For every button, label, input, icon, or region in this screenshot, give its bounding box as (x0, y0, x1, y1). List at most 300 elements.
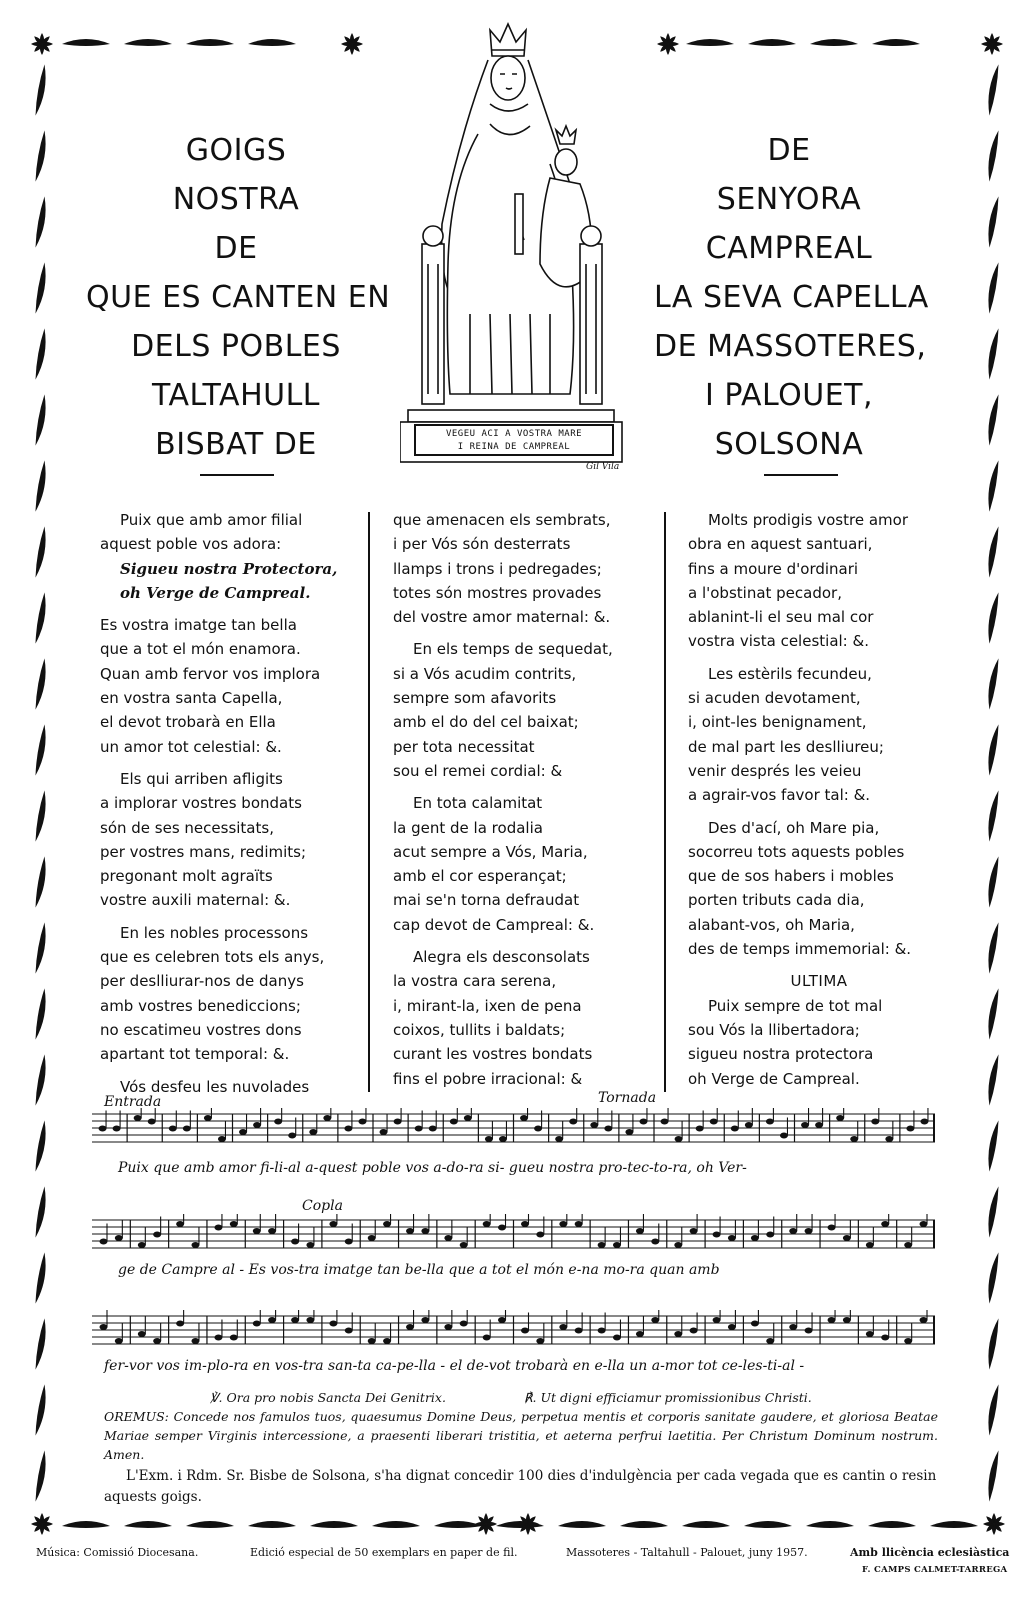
verse-line: sou Vós la llibertadora; (688, 1020, 860, 1039)
note-head (613, 1242, 621, 1248)
refrain (100, 557, 362, 606)
note-head (460, 1321, 468, 1327)
note-head (881, 1221, 889, 1227)
title-line: DE (214, 231, 258, 266)
column-divider (664, 512, 666, 1092)
verse-line: amb el cor esperançat; (393, 867, 567, 886)
border-leaf (985, 658, 1000, 710)
note-head (134, 1115, 142, 1121)
note-head (274, 1119, 282, 1125)
verse-line: sou el remei cordial: & (393, 761, 563, 780)
image-caption (414, 424, 614, 456)
lyrics-line-3: fer-vor vos im-plo-ra en vos-tra san-ta ca-pe-lla - el de-vot trobarà en e-lla un a-mor tot ce-les-ti-al - (104, 1358, 805, 1374)
verse-line: que de sos habers i mobles (688, 867, 894, 886)
verse-line: Puix sempre de tot mal (708, 996, 883, 1015)
note-head (674, 1242, 682, 1248)
border-leaf (34, 196, 49, 248)
verse-line: obra en aquest santuari, (688, 535, 873, 554)
music-staff-2 (92, 1214, 935, 1254)
border-leaf (985, 724, 1000, 776)
note-head (920, 1317, 928, 1323)
verse-line: socorreu tots aquests pobles (688, 842, 905, 861)
note-head (214, 1335, 222, 1341)
note-head (598, 1328, 606, 1334)
note-head (306, 1317, 314, 1323)
note-head (766, 1232, 774, 1238)
border-leaf (985, 394, 1000, 446)
note-head (460, 1242, 468, 1248)
stanza (393, 637, 655, 783)
note-head (651, 1239, 659, 1245)
note-head (253, 1122, 261, 1128)
verse-line: i, oint-les benignament, (688, 713, 867, 732)
verse-line: la vostra cara serena, (393, 972, 557, 991)
border-leaf (34, 724, 49, 776)
verse-line: un amor tot celestial: &. (100, 737, 282, 756)
note-head (843, 1317, 851, 1323)
note-head (674, 1331, 682, 1337)
verse-line: oh Verge de Campreal. (688, 1069, 860, 1088)
oremus-label: OREMUS: (104, 1409, 169, 1424)
note-head (406, 1324, 414, 1330)
border-leaf (985, 1120, 1000, 1172)
border-leaf (686, 39, 734, 46)
verse-line: vostra vista celestial: &. (688, 632, 869, 651)
note-head (291, 1317, 299, 1323)
verse-line: de mal part les deslliureu; (688, 737, 884, 756)
note-head (464, 1115, 472, 1121)
border-leaf (985, 130, 1000, 182)
border-leaf (985, 1450, 1000, 1502)
note-head (329, 1221, 337, 1227)
note-head (613, 1335, 621, 1341)
border-leaf (34, 592, 49, 644)
border-leaf (985, 64, 1000, 116)
note-head (358, 1119, 366, 1125)
verse-line: a agrair-vos favor tal: &. (688, 786, 871, 805)
border-leaf (868, 1521, 916, 1528)
score-label-copla: Copla (302, 1198, 343, 1214)
title-line: DE MASSOTERES, (654, 329, 927, 364)
verse-line: per deslliurar-nos de danys (100, 972, 304, 991)
border-leaf (985, 790, 1000, 842)
note-head (569, 1119, 577, 1125)
note-head (383, 1221, 391, 1227)
border-leaf (985, 196, 1000, 248)
note-head (368, 1235, 376, 1241)
title-line: SOLSONA (714, 427, 864, 462)
note-head (805, 1328, 813, 1334)
title-rule-left (200, 474, 274, 476)
response: ℟. Ut digni efficiamur promissionibus Christi. (523, 1390, 812, 1405)
note-head (268, 1317, 276, 1323)
note-head (309, 1129, 317, 1135)
verse-column-2 (393, 508, 655, 1099)
note-head (483, 1221, 491, 1227)
note-head (485, 1136, 493, 1142)
note-head (590, 1122, 598, 1128)
verse-line: que es celebren tots els anys, (100, 948, 325, 967)
note-head (828, 1317, 836, 1323)
note-head (138, 1331, 146, 1337)
indulgence-note: L'Exm. i Rdm. Sr. Bisbe de Solsona, s'ha dignat concedir 100 dies d'indulgència per cada vegada que es cantin o resin aquests goigs. (104, 1468, 937, 1505)
footer-edition: Edició especial de 50 exemplars en paper de fil. (250, 1546, 518, 1559)
border-leaf (985, 1318, 1000, 1370)
border-leaf (248, 1521, 296, 1528)
title-line: I PALOUET, (704, 378, 874, 413)
note-head (138, 1242, 146, 1248)
note-head (920, 1221, 928, 1227)
border-leaf (34, 658, 49, 710)
stanza (100, 613, 362, 759)
title-line: DELS POBLES (131, 329, 341, 364)
note-head (555, 1136, 563, 1142)
border-leaf (34, 1384, 49, 1436)
note-head (836, 1115, 844, 1121)
note-head (239, 1129, 247, 1135)
note-head (534, 1126, 542, 1132)
note-head (521, 1328, 529, 1334)
note-head (268, 1228, 276, 1234)
verse-line: Molts prodigis vostre amor (708, 511, 908, 529)
note-head (153, 1232, 161, 1238)
border-leaf (124, 39, 172, 46)
note-head (536, 1338, 544, 1344)
note-head (751, 1321, 759, 1327)
title-line: LA SEVA CAPELLA (654, 280, 929, 315)
verse-line: sempre som afavorits (393, 689, 557, 708)
note-head (218, 1136, 226, 1142)
note-head (559, 1221, 567, 1227)
verse-line: apartant tot temporal: &. (100, 1045, 290, 1064)
note-head (728, 1324, 736, 1330)
verse-line: aquest poble vos adora: (100, 535, 282, 554)
note-head (639, 1119, 647, 1125)
border-leaf (62, 1521, 110, 1528)
stanza (393, 791, 655, 937)
note-head (696, 1126, 704, 1132)
border-leaf (34, 64, 49, 116)
title-line: CAMPREAL (705, 231, 873, 266)
note-head (559, 1324, 567, 1330)
note-head (575, 1328, 583, 1334)
note-head (710, 1119, 718, 1125)
note-head (444, 1235, 452, 1241)
stanza (100, 508, 362, 557)
latin-prayer (104, 1388, 938, 1464)
note-head (429, 1126, 437, 1132)
title-right (654, 126, 929, 469)
note-head (344, 1126, 352, 1132)
music-staff-3 (92, 1310, 935, 1350)
verse-line: porten tributs cada dia, (688, 891, 865, 910)
note-head (904, 1242, 912, 1248)
ultima-heading: ULTIMA (790, 972, 848, 991)
border-leaf (34, 262, 49, 314)
note-head (345, 1328, 353, 1334)
note-head (498, 1225, 506, 1231)
note-head (253, 1321, 261, 1327)
note-head (885, 1136, 893, 1142)
verse-line: Les estèrils fecundeu, (708, 664, 872, 683)
verse-line: Puix que amb amor filial (120, 511, 303, 529)
title-line: SENYORA (716, 182, 862, 217)
note-head (169, 1126, 177, 1132)
note-head (871, 1119, 879, 1125)
border-leaf (34, 790, 49, 842)
verse-column-3 (688, 508, 950, 1099)
border-leaf (682, 1521, 730, 1528)
verse-line: llamps i trons i pedregades; (393, 559, 602, 578)
note-head (651, 1317, 659, 1323)
note-head (766, 1119, 774, 1125)
border-leaf (620, 1521, 668, 1528)
verse-line: Els qui arriben afligits (120, 769, 283, 788)
verse-line: i, mirant-la, ixen de pena (393, 996, 582, 1015)
oremus-text: Concede nos famulos tuos, quaesumus Domine Deus, perpetua mentis et corporis sanitate gaudere, et gloriosa Beatae Mariae semper Virginis intercessione, a praesenti liberari tristitia, et aeterna perfrui laetitia. Per Christum Dominum nostrum. Amen. (104, 1409, 938, 1462)
note-head (766, 1338, 774, 1344)
note-head (253, 1228, 261, 1234)
border-leaf (34, 1450, 49, 1502)
border-leaf (34, 1318, 49, 1370)
title-line: QUE ES CANTEN EN (86, 280, 391, 315)
title-line: BISBAT DE (155, 427, 317, 462)
border-leaf (985, 1384, 1000, 1436)
note-head (444, 1324, 452, 1330)
border-leaf (985, 328, 1000, 380)
stanza (688, 994, 950, 1091)
note-head (204, 1115, 212, 1121)
verse-line: En els temps de sequedat, (413, 640, 613, 659)
note-head (153, 1338, 161, 1344)
note-head (450, 1119, 458, 1125)
note-head (713, 1317, 721, 1323)
note-head (498, 1317, 506, 1323)
verse-line: que a tot el món enamora. (100, 640, 301, 659)
verse-line: ablanint-li el seu mal cor (688, 608, 874, 627)
border-leaf (34, 460, 49, 512)
note-head (904, 1338, 912, 1344)
title-left (86, 126, 391, 469)
note-head (99, 1324, 107, 1330)
verse-line: per vostres mans, redimits; (100, 842, 307, 861)
note-head (176, 1321, 184, 1327)
verse-line: mai se'n torna defraudat (393, 891, 580, 910)
lyrics-line-1: Puix que amb amor fi-li-al a-quest poble vos a-do-ra si- gueu nostra pro-tec-to-ra, oh Ver- (118, 1160, 747, 1176)
verse-line: Vós desfeu les nuvolades (120, 1077, 310, 1096)
note-head (380, 1129, 388, 1135)
image-caption-line1: VEGEU ACI A VOSTRA MARE (445, 429, 583, 439)
verse-line: a l'obstinat pecador, (688, 583, 842, 602)
note-head (520, 1115, 528, 1121)
refrain-line: Sigueu nostra Protectora, (120, 559, 338, 578)
title-line: TALTAHULL (151, 378, 321, 413)
verse-line: des de temps immemorial: &. (688, 940, 912, 959)
border-leaf (62, 39, 110, 46)
note-head (728, 1235, 736, 1241)
note-head (291, 1239, 299, 1245)
verse-line: fins el pobre irracional: & (393, 1069, 583, 1088)
note-head (731, 1126, 739, 1132)
verse-line: en vostra santa Capella, (100, 689, 283, 708)
note-head (866, 1242, 874, 1248)
border-leaf (744, 1521, 792, 1528)
note-head (843, 1235, 851, 1241)
footer-music-credit: Música: Comissió Diocesana. (36, 1546, 199, 1559)
note-head (636, 1228, 644, 1234)
stanza (688, 816, 950, 962)
note-head (850, 1136, 858, 1142)
note-head (191, 1338, 199, 1344)
title-rule-right (764, 474, 838, 476)
border-leaf (985, 856, 1000, 908)
note-head (214, 1225, 222, 1231)
note-head (323, 1115, 331, 1121)
music-staff-1 (92, 1108, 935, 1148)
verse-line: són de ses necessitats, (100, 818, 274, 837)
border-leaf (34, 988, 49, 1040)
border-leaf (34, 922, 49, 974)
note-head (345, 1239, 353, 1245)
note-head (415, 1126, 423, 1132)
note-head (575, 1221, 583, 1227)
border-leaf (985, 262, 1000, 314)
madonna-drawing (400, 14, 634, 492)
verse-line: En tota calamitat (413, 794, 543, 813)
border-leaf (372, 1521, 420, 1528)
note-head (713, 1232, 721, 1238)
note-head (751, 1235, 759, 1241)
column-divider (368, 512, 370, 1092)
verse-line: curant les vostres bondats (393, 1045, 593, 1064)
border-leaf (124, 1521, 172, 1528)
note-head (99, 1126, 107, 1132)
note-head (828, 1225, 836, 1231)
oremus (104, 1407, 938, 1464)
refrain-line: oh Verge de Campreal. (120, 583, 311, 602)
verse-line: fins a moure d'ordinari (688, 559, 859, 578)
note-head (306, 1242, 314, 1248)
note-head (881, 1335, 889, 1341)
versicle: ℣. Ora pro nobis Sancta Dei Genitrix. (210, 1390, 446, 1405)
note-head (421, 1317, 429, 1323)
note-head (661, 1119, 669, 1125)
verse-line: En les nobles processons (120, 923, 309, 942)
score-label-tornada: Tornada (598, 1090, 657, 1106)
verse-line: Es vostra imatge tan bella (100, 616, 297, 635)
border-leaf (985, 988, 1000, 1040)
note-head (383, 1338, 391, 1344)
verse-line: Alegra els desconsolats (413, 948, 590, 967)
stanza (393, 945, 655, 1091)
note-head (191, 1242, 199, 1248)
border-leaf (985, 526, 1000, 578)
note-head (598, 1242, 606, 1248)
note-head (675, 1136, 683, 1142)
note-head (906, 1126, 914, 1132)
border-leaf (806, 1521, 854, 1528)
note-head (368, 1338, 376, 1344)
title-line: NOSTRA (172, 182, 300, 217)
verse-line: del vostre amor maternal: &. (393, 608, 611, 627)
verse-line: no escatimeu vostres dons (100, 1020, 302, 1039)
verse-line: sigueu nostra protectora (688, 1045, 874, 1064)
note-head (920, 1119, 928, 1125)
footer-printer: F. CAMPS CALMET-TARREGA (862, 1565, 1008, 1575)
versicle-response (104, 1388, 938, 1407)
note-head (115, 1338, 123, 1344)
artist-signature: Gil Vila (586, 462, 620, 472)
note-head (421, 1228, 429, 1234)
border-leaf (34, 1054, 49, 1106)
verse-line: amb el do del cel baixat; (393, 713, 579, 732)
verse-line: totes són mostres provades (393, 583, 602, 602)
title-line: GOIGS (185, 133, 287, 168)
footer-licence: Amb llicència eclesiàstica (850, 1546, 1010, 1559)
note-head (499, 1136, 507, 1142)
border-leaf (34, 130, 49, 182)
verse-line: el devot trobarà en Ella (100, 713, 276, 732)
border-leaf (186, 1521, 234, 1528)
verse-line: acut sempre a Vós, Maria, (393, 842, 588, 861)
verse-line: Des d'ací, oh Mare pia, (708, 818, 880, 837)
stanza (688, 508, 950, 654)
note-head (536, 1232, 544, 1238)
image-caption-line2: I REINA DE CAMPREAL (457, 442, 571, 452)
border-leaf (748, 39, 796, 46)
note-head (805, 1228, 813, 1234)
verse-line: alabant-vos, oh Maria, (688, 915, 855, 934)
score-label-entrada: Entrada (104, 1094, 162, 1110)
stanza (100, 921, 362, 1067)
border-leaf (186, 39, 234, 46)
border-leaf (310, 1521, 358, 1528)
verse-line: amb vostres benediccions; (100, 996, 301, 1015)
border-leaf (930, 1521, 978, 1528)
border-leaf (34, 1120, 49, 1172)
verse-line: pregonant molt agraïts (100, 867, 273, 886)
note-head (329, 1321, 337, 1327)
border-leaf (34, 1186, 49, 1238)
border-leaf (34, 856, 49, 908)
border-leaf (985, 922, 1000, 974)
border-leaf (34, 394, 49, 446)
border-leaf (985, 1252, 1000, 1304)
note-head (815, 1122, 823, 1128)
verse-line: per tota necessitat (393, 737, 535, 756)
verse-line: si a Vós acudim contrits, (393, 664, 577, 683)
note-head (113, 1126, 121, 1132)
note-head (780, 1133, 788, 1139)
border-leaf (985, 592, 1000, 644)
border-leaf (34, 526, 49, 578)
note-head (230, 1221, 238, 1227)
border-leaf (985, 1054, 1000, 1106)
note-head (636, 1331, 644, 1337)
note-head (99, 1239, 107, 1245)
note-head (625, 1129, 633, 1135)
note-head (148, 1119, 156, 1125)
note-head (745, 1122, 753, 1128)
note-head (789, 1324, 797, 1330)
verse-line: si acuden devotament, (688, 689, 861, 708)
note-head (406, 1228, 414, 1234)
stanza (100, 767, 362, 913)
border-leaf (434, 1521, 482, 1528)
stanza (688, 662, 950, 808)
verse-line: la gent de la rodalia (393, 818, 543, 837)
border-leaf (34, 1252, 49, 1304)
